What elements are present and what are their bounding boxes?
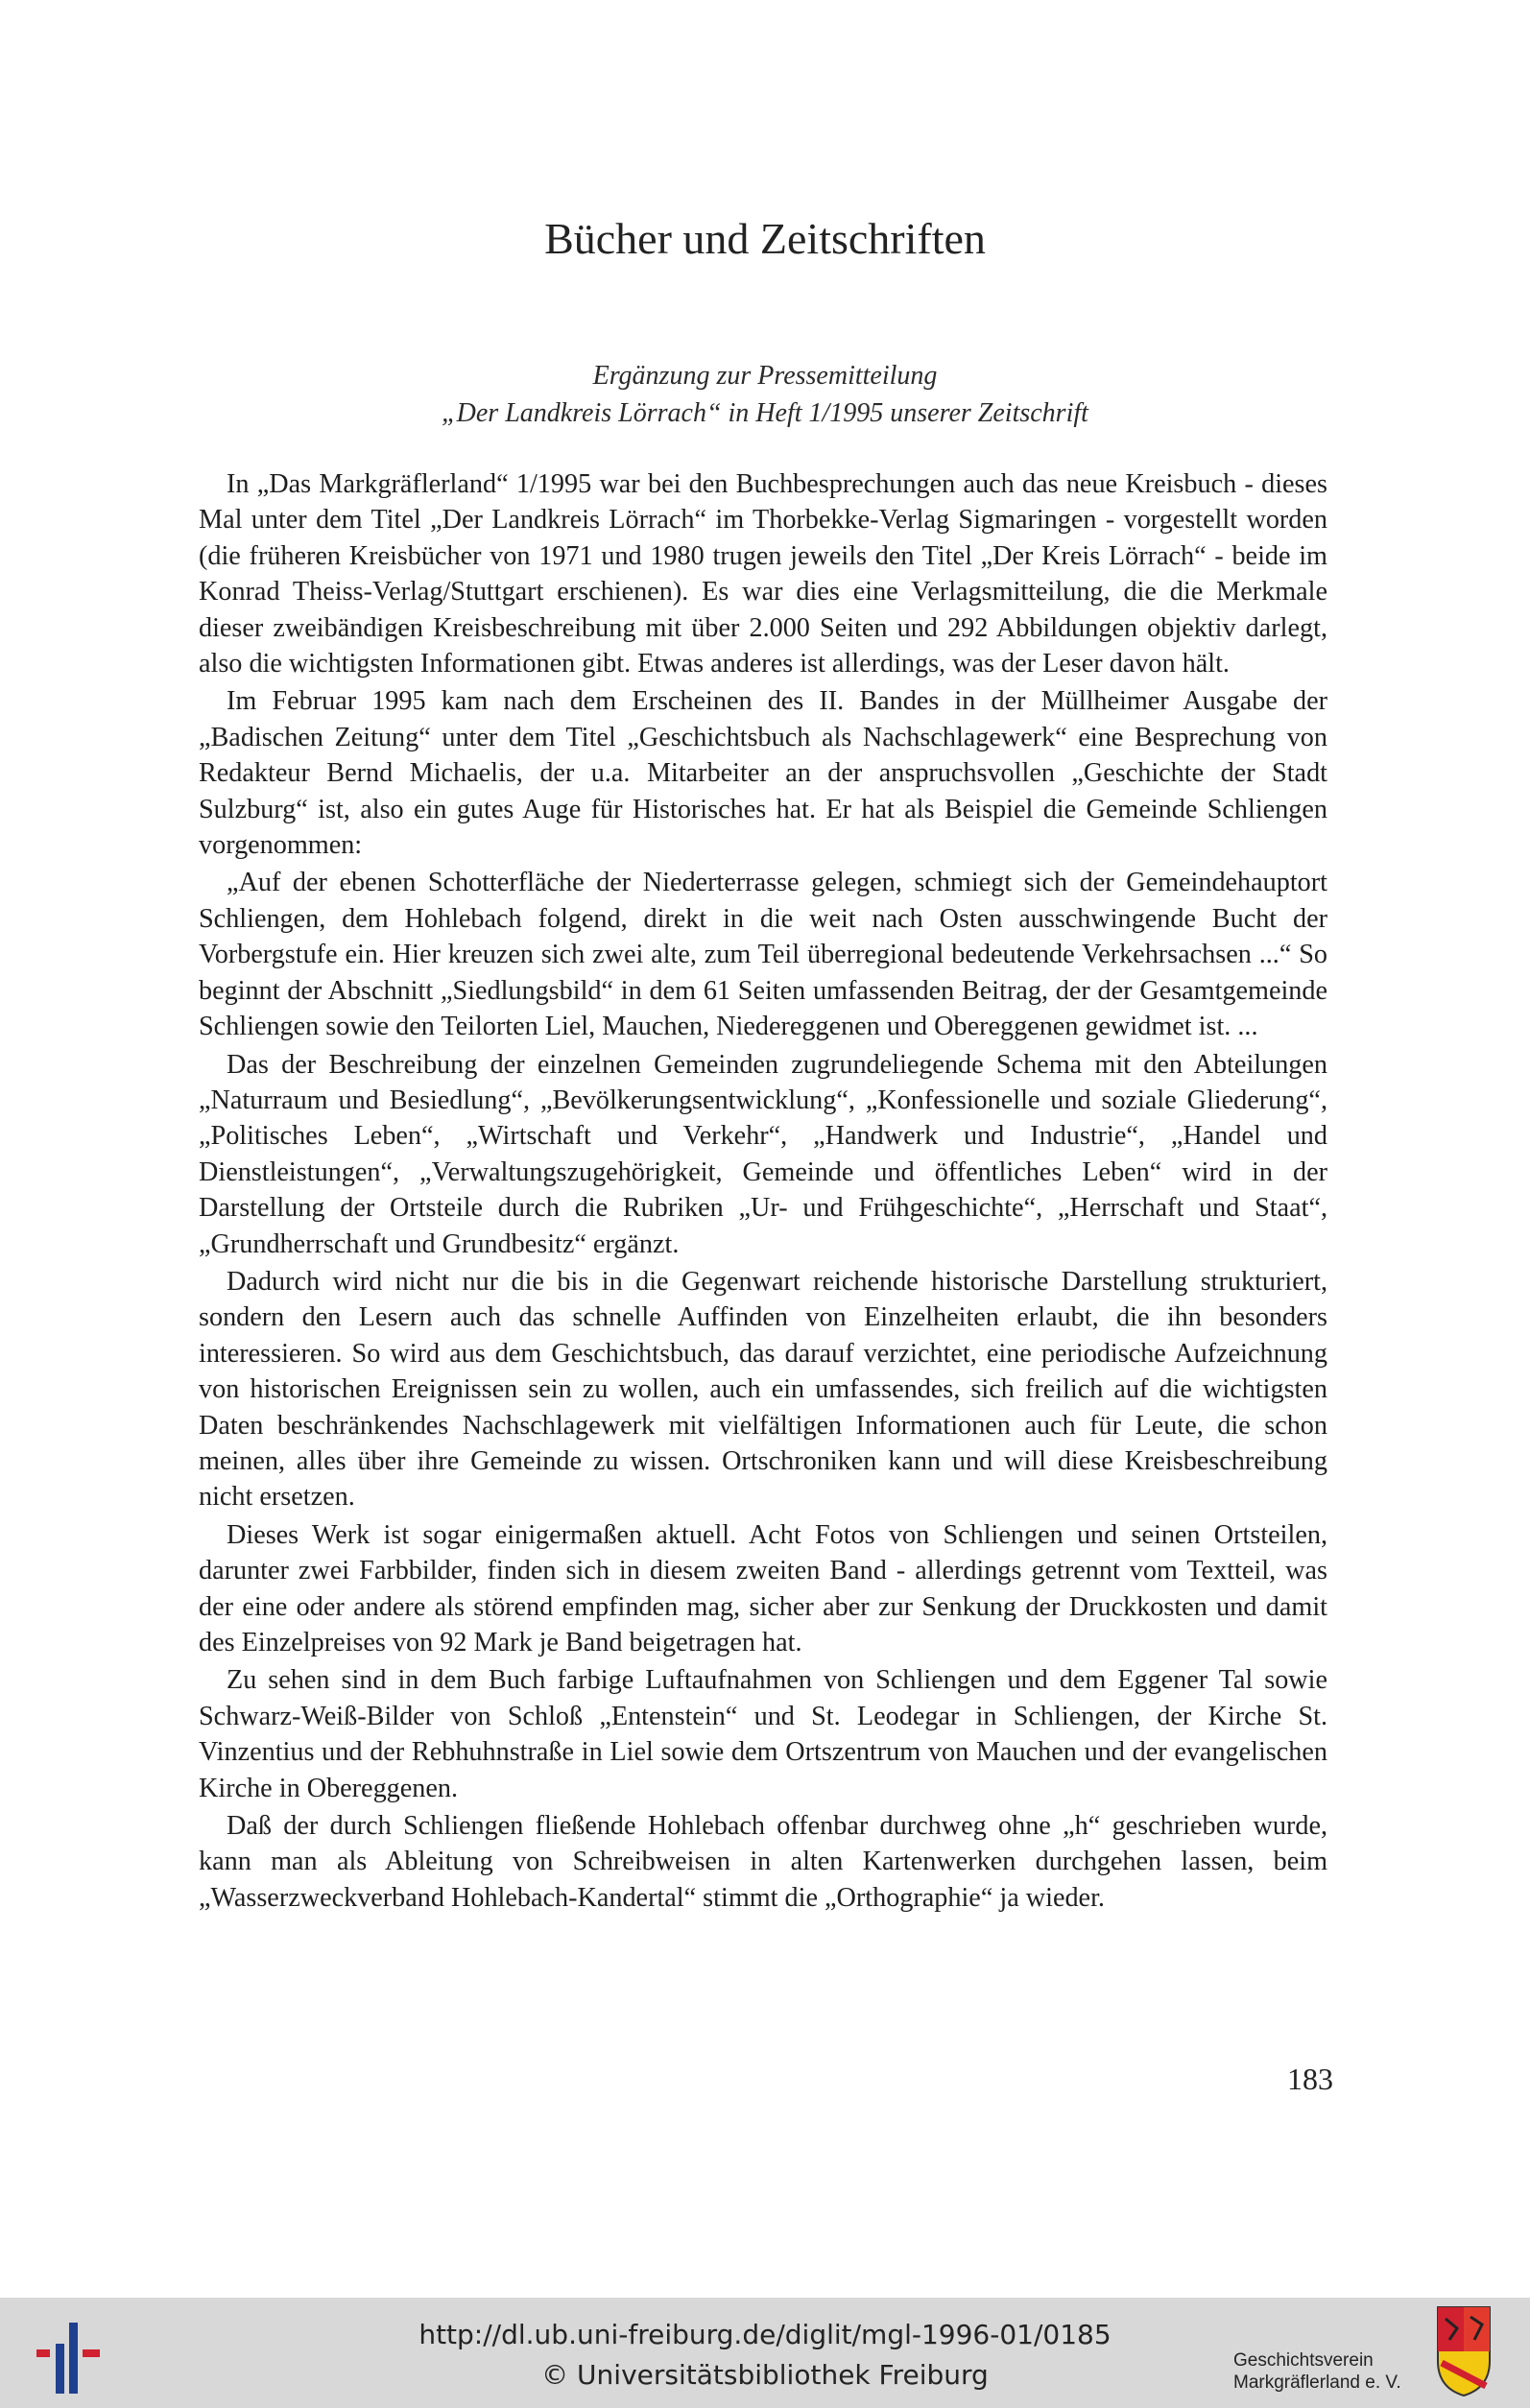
page-number: 183 xyxy=(1287,2062,1333,2096)
paragraph: Dieses Werk ist sogar einigermaßen aktuell. Acht Fotos von Schliengen und seinen Ortsteilen, darunter zwei Farbbilder, finden sich in diesem zweiten Band - allerdings getrennt vom Textteil, was der eine oder andere als störend empfinden mag, sicher aber zur Senkung der Druckkosten und damit des Einzelpreises von 92 Mark je Band beigetragen hat. xyxy=(199,1519,1327,1657)
footer-org-name xyxy=(1233,2349,1425,2394)
article-body xyxy=(199,466,1327,1918)
article-subtitle xyxy=(0,357,1530,432)
subtitle-line: Ergänzung zur Pressemitteilung xyxy=(592,361,938,391)
paragraph: Das der Beschreibung der einzelnen Gemeinden zugrundeliegende Schema mit den Abteilungen „Naturraum und Besiedlung“, „Bevölkerungsentwicklung“, „Konfessionelle und soziale Gliederung“, „Politisches Leben“, „Wirtschaft und Verkehr“, „Handwerk und Industrie“, „Handel und Dienstleistungen“, „Verwaltungszugehörigkeit, Gemeinde und öffentliches Leben“ wird in der Darstellung der Ortsteile durch die Rubriken „Ur- und Frühgeschichte“, „Herrschaft und Staat“, „Grundherrschaft und Grundbesitz“ ergänzt. xyxy=(199,1049,1327,1259)
paragraph: Dadurch wird nicht nur die bis in die Gegenwart reichende historische Darstellung strukturiert, sondern den Lesern auch das schnelle Auffinden von Einzelheiten erlaubt, die ihn besonders interessieren. So wird aus dem Geschichtsbuch, das darauf verzichtet, eine periodische Aufzeichnung von historischen Ereignissen sein zu wollen, auch ein umfassendes, sich freilich auf die wichtigsten Daten beschränkendes Nachschlagewerk mit vielfältigen Informationen auch für Leute, die schon meinen, alles über ihre Gemeinde zu wissen. Ortschroniken kann und will diese Kreisbeschreibung nicht ersetzen. xyxy=(199,1266,1327,1513)
footer-url-link[interactable]: http://dl.ub.uni-freiburg.de/diglit/mgl-1996-01/0185 xyxy=(418,2319,1112,2350)
paragraph: Daß der durch Schliengen fließende Hohlebach offenbar durchweg ohne „h“ geschrieben wurde, kann man als Ableitung von Schreibweisen in alten Kartenwerken durchgehen lassen, beim „Wasserzweckverband Hohlebach-Kandertal“ stimmt die „Orthographie“ ja wieder. xyxy=(199,1811,1327,1913)
paragraph: Im Februar 1995 kam nach dem Erscheinen des II. Bandes in der Müllheimer Ausgabe der „Badischen Zeitung“ unter dem Titel „Geschichtsbuch als Nachschlagewerk“ eine Besprechung von Redakteur Bernd Michaelis, der u.a. Mitarbeiter an der anspruchsvollen „Geschichte der Stadt Sulzburg“ ist, also ein gutes Auge für Historisches hat. Er hat als Beispiel die Gemeinde Schliengen vorgenommen: xyxy=(199,686,1327,861)
paragraph: In „Das Markgräflerland“ 1/1995 war bei den Buchbesprechungen auch das neue Kreisbuch - dieses Mal unter dem Titel „Der Landkreis Lörrach“ im Thorbekke-Verlag Sigmaringen - vorgestellt worden (die früheren Kreisbücher von 1971 und 1980 trugen jeweils den Titel „Der Kreis Lörrach“ - beide im Konrad Theiss-Verlag/Stuttgart erschienen). Es war dies eine Verlagsmitteilung, die die Merkmale dieser zweibändigen Kreisbeschreibung mit über 2.000 Seiten und 292 Abbildungen objektiv darlegt, also die wichtigsten Informationen gibt. Etwas anderes ist allerdings, was der Leser davon hält. xyxy=(199,469,1327,679)
org-line: Geschichtsverein xyxy=(1233,2350,1374,2371)
footer-copyright: © Universitätsbibliothek Freiburg xyxy=(541,2359,989,2391)
paragraph: „Auf der ebenen Schotterfläche der Niederterrasse gelegen, schmiegt sich der Gemeindehauptort Schliengen, dem Hohlebach folgend, direkt in die weit nach Osten ausschwingende Bucht der Vorbergstufe ein. Hier kreuzen sich zwei alte, zum Teil überregional bedeutende Verkehrsachsen ...“ So beginnt der Abschnitt „Siedlungsbild“ in dem 61 Seiten umfassenden Beitrag, der der Gesamtgemeinde Schliengen sowie den Teilorten Liel, Mauchen, Niedereggenen und Obereggenen gewidmet ist. ... xyxy=(199,868,1327,1042)
org-line: Markgräflerland e. V. xyxy=(1233,2372,1401,2393)
subtitle-line: „Der Landkreis Lörrach“ in Heft 1/1995 unserer Zeitschrift xyxy=(442,398,1088,428)
markgraeflerland-crest-icon[interactable] xyxy=(1436,2305,1492,2397)
paragraph: Zu sehen sind in dem Buch farbige Luftaufnahmen von Schliengen und dem Eggener Tal sowie Schwarz-Weiß-Bilder von Schloß „Entenstein“ und St. Leodegar in Schliengen, der Kirche St. Vinzentius und der Rebhuhnstraße in Liel sowie dem Ortszentrum von Mauchen und der evangelischen Kirche in Obereggenen. xyxy=(199,1665,1327,1803)
footer-bar xyxy=(0,2298,1530,2408)
page-title: Bücher und Zeitschriften xyxy=(544,214,986,263)
